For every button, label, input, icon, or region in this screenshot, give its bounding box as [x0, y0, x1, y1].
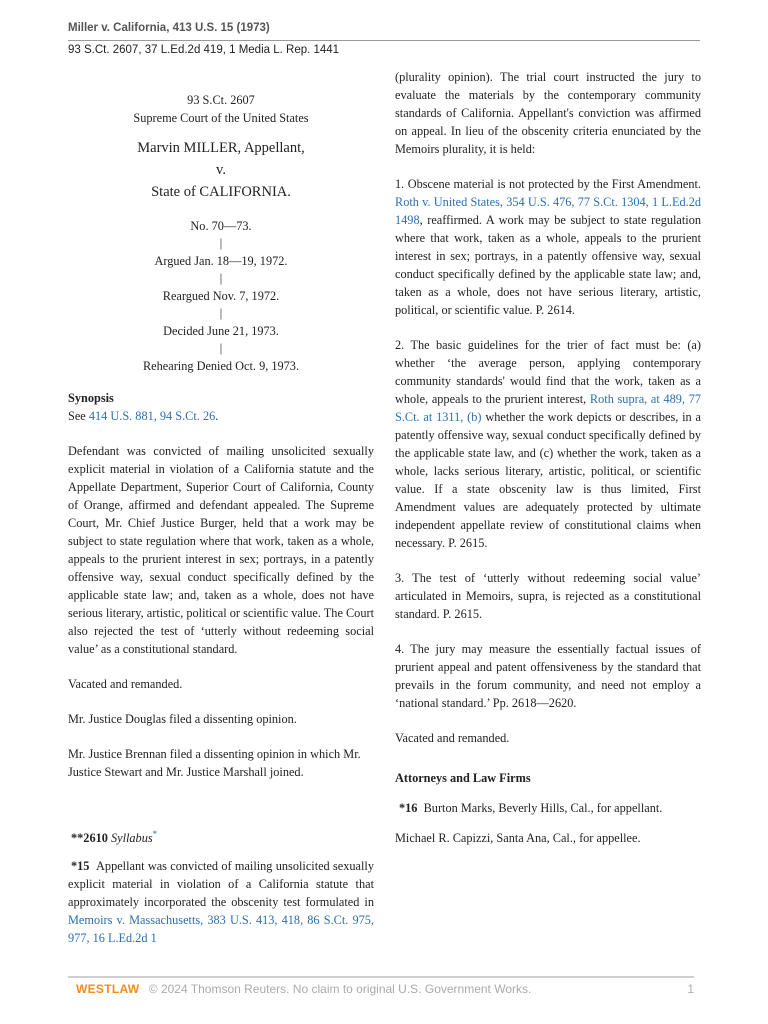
- westlaw-logo: WESTLAW: [76, 982, 140, 996]
- holding-1-cont: , reaffirmed. A work may be subject to state regulation where that work, taken as a whole, appeals to the prurient interest in sex; portrays, in a patently offensive way, sexual conduct specifically defined by the applicable state law; and, taken as a whole, does not have serious literary, artistic, political, or scientific value. P. 2614.: [395, 213, 701, 317]
- header-divider: [68, 40, 700, 41]
- related-case-link[interactable]: 414 U.S. 881, 94 S.Ct. 26: [88, 409, 216, 423]
- copyright-notice: © 2024 Thomson Reuters. No claim to original U.S. Government Works.: [148, 982, 532, 996]
- appellee-counsel: Michael R. Capizzi, Santa Ana, Cal., for appellee.: [395, 831, 641, 845]
- holding-3: 3. The test of ‘utterly without redeeming social value’ articulated in Memoirs, supra, is rejected as a constitutional standard. P. 2615.: [395, 571, 701, 621]
- appellee-name: State of CALIFORNIA.: [151, 184, 291, 200]
- court-name: Supreme Court of the United States: [133, 111, 309, 125]
- syllabus-footnote-link[interactable]: *: [152, 829, 158, 839]
- roth-case-link[interactable]: Roth v. United States, 354 U.S. 476, 77 S.Ct. 1304, 1 L.Ed.2d 1498: [395, 195, 701, 227]
- reargued-date: Reargued Nov. 7, 1972.: [162, 289, 280, 303]
- footer-divider: [68, 976, 694, 978]
- decided-date: Decided June 21, 1973.: [163, 324, 279, 338]
- separator: |: [219, 341, 223, 355]
- syllabus-heading: Syllabus: [110, 831, 153, 846]
- reporter-cite: 93 S.Ct. 2607: [187, 93, 255, 107]
- argued-date: Argued Jan. 18—19, 1972.: [154, 254, 288, 268]
- star-page-16: *16: [399, 801, 418, 815]
- see-suffix: .: [215, 409, 219, 423]
- synopsis-disposition: Vacated and remanded.: [68, 677, 183, 691]
- see-prefix: See: [68, 409, 89, 423]
- star-page-15: *15: [71, 859, 90, 874]
- attorneys-heading: Attorneys and Law Firms: [395, 771, 531, 785]
- separator: |: [219, 236, 223, 250]
- memoirs-case-link[interactable]: Memoirs v. Massachusetts, 383 U.S. 413, 418, 86 S.Ct. 975, 977, 16 L.Ed.2d 1: [68, 913, 374, 946]
- holding-4: 4. The jury may measure the essentially factual issues of prurient appeal and patent offensiveness by the standard that prevails in the forum community, and need not employ a ‘national standard.’ Pp. 2618—2620.: [395, 642, 701, 710]
- case-caption: [68, 91, 374, 375]
- roth-supra-link[interactable]: Roth supra, at 489, 77 S.Ct. at 1311, (b): [395, 392, 701, 424]
- page-footer: [68, 982, 694, 996]
- synopsis-heading: Synopsis: [68, 391, 114, 405]
- separator: |: [219, 271, 223, 285]
- holding-2-text: 2. The basic guidelines for the trier of fact must be: (a) whether ‘the average person, applying contemporary community standards' would find that the work, taken as a whole, appeals to the prurient interest,: [395, 338, 701, 406]
- separator: |: [219, 306, 223, 320]
- star-page-2610: **2610: [71, 831, 108, 846]
- see-reference: [68, 407, 374, 425]
- document-title: Miller v. California, 413 U.S. 15 (1973): [68, 22, 270, 34]
- appellant-counsel-text: Burton Marks, Beverly Hills, Cal., for appellant.: [423, 801, 663, 815]
- docket-number: No. 70—73.: [190, 219, 252, 233]
- syllabus-heading-line: [68, 825, 374, 847]
- brennan-dissent: Mr. Justice Brennan filed a dissenting opinion in which Mr. Justice Stewart and Mr. Justice Marshall joined.: [68, 747, 361, 779]
- versus: v.: [216, 162, 226, 178]
- page-number: 1: [687, 982, 694, 996]
- appellant-counsel: [395, 799, 701, 817]
- holding-1: [395, 175, 701, 319]
- left-column: [68, 91, 374, 947]
- parallel-citation: 93 S.Ct. 2607, 37 L.Ed.2d 419, 1 Media L. Rep. 1441: [68, 44, 340, 56]
- douglas-dissent: Mr. Justice Douglas filed a dissenting opinion.: [68, 712, 297, 726]
- holding-2: [395, 336, 701, 552]
- syllabus-text: Appellant was convicted of mailing unsolicited sexually explicit material in violation of a California statute that approximately incorporated the obscenity test formulated in: [68, 859, 374, 910]
- syllabus-continuation: (plurality opinion). The trial court instructed the jury to evaluate the materials by the contemporary community standards of California. Appellant's conviction was affirmed on appeal. In lieu of the obscenity criteria enunciated by the Memoirs plurality, it is held:: [395, 70, 701, 156]
- syllabus-disposition: Vacated and remanded.: [395, 731, 510, 745]
- appellant-name: Marvin MILLER, Appellant,: [137, 140, 305, 156]
- right-column: [395, 68, 701, 847]
- synopsis-summary: Defendant was convicted of mailing unsolicited sexually explicit material in violation of a California statute and the Appellate Department, Superior Court of California, County of Orange, affirmed and defendant appealed. The Supreme Court, Mr. Chief Justice Burger, held that a work may be subject to state regulation where that work, taken as a whole, appeals to the prurient interest in sex; portrays, in a patently offensive way, sexual conduct specifically defined by the applicable state law; and, taken as a whole, does not have serious literary, artistic, political or scientific value. The Court also rejected the test of ‘utterly without redeeming social value’ as a constitutional standard.: [68, 444, 374, 656]
- holding-2-cont: whether the work depicts or describes, in a patently offensive way, sexual conduct specifically defined by the applicable state law, and (c) whether the work, taken as a whole, lacks serious literary, artistic, political, or scientific value. If a state obscenity law is thus limited, First Amendment values are adequately protected by ultimate independent appellate review of constitutional claims when necessary. P. 2615.: [395, 410, 701, 550]
- syllabus-paragraph: [68, 857, 374, 947]
- rehearing-date: Rehearing Denied Oct. 9, 1973.: [142, 359, 300, 373]
- holding-1-text: 1. Obscene material is not protected by the First Amendment.: [395, 177, 701, 191]
